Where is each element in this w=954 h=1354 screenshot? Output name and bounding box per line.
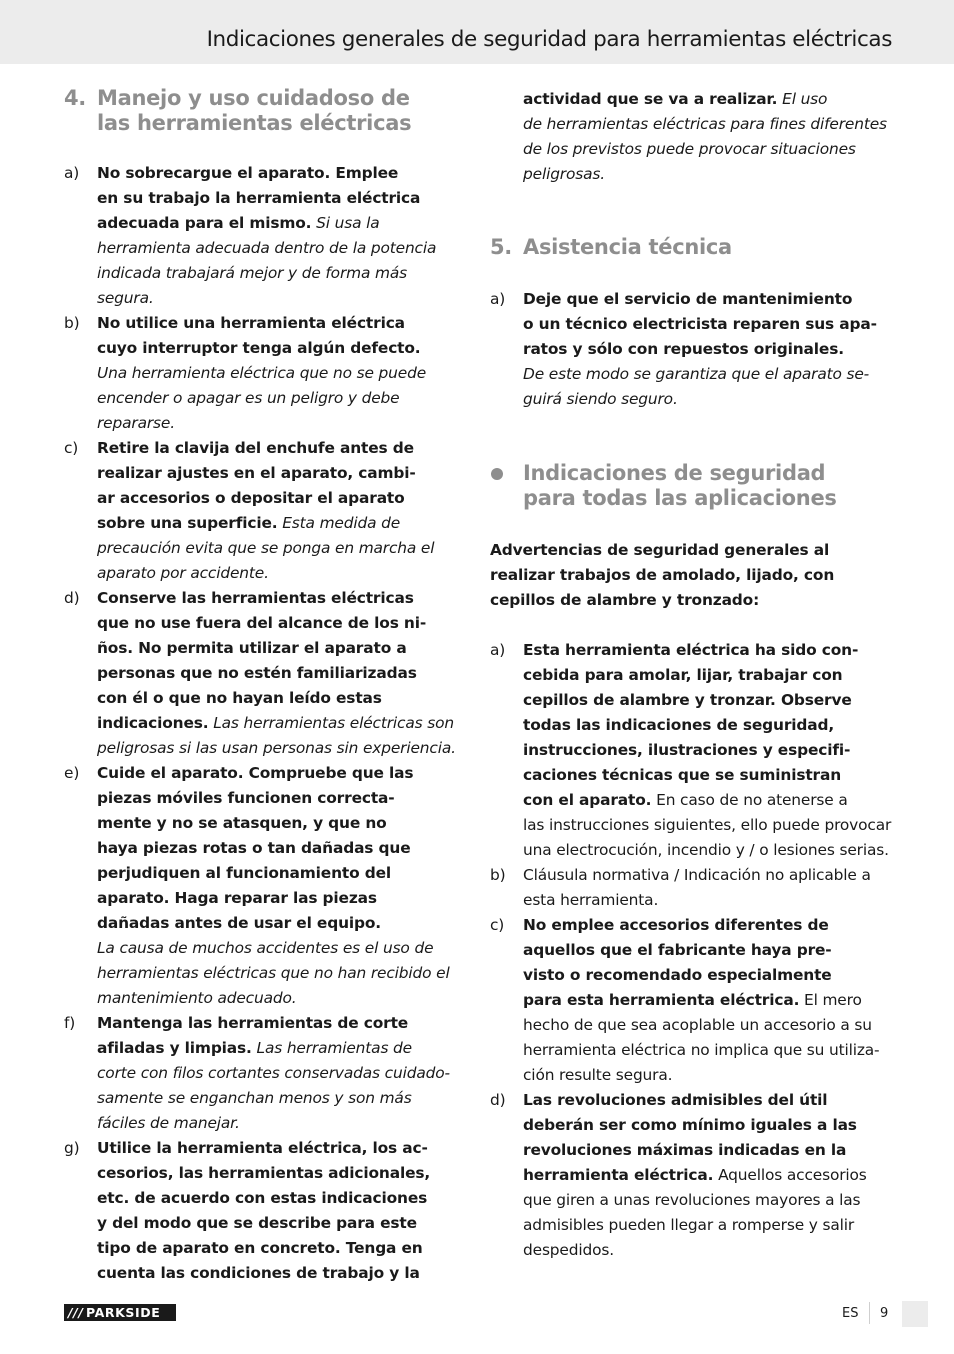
- section-5-number: 5.: [490, 235, 512, 259]
- list-item-4a: a) No sobrecargue el aparato. Emplee en su trabajo la herramienta eléctrica adecuada para el mismo. Si usa la herramienta adecuada dentro de la potencia indicada trabajará mejor y de forma más segura.: [64, 164, 437, 307]
- bullet-icon: [491, 468, 503, 480]
- list-item-4d: d) Conserve las herramientas eléctricas que no use fuera del alcance de los ni- ños. No permita utilizar el aparato a personas que no estén familiarizadas con él o que no hayan leído estas indicaciones. Las herramientas eléctricas son peligrosas si las usan personas sin experiencia.: [64, 589, 456, 757]
- section-4-title-line2: las herramientas eléctricas: [97, 111, 412, 135]
- list-item-4e: e) Cuide el aparato. Compruebe que las piezas móviles funcionen correcta- mente y no se atasquen, y que no haya piezas rotas o tan dañadas que perjudiquen al funcionamiento del aparato. Haga reparar las piezas dañadas antes de usar el equipo. La causa de muchos accidentes es el uso de herramientas eléctricas que no han recibido el mantenimiento adecuado.: [64, 764, 450, 1007]
- list-item-4f: f) Mantenga las herramientas de corte afiladas y limpias. Las herramientas de corte con filos cortantes conservadas cuidado- samente se enganchan menos y son más fáciles de manejar.: [64, 1014, 450, 1132]
- section-all-title-line2: para todas las aplicaciones: [523, 486, 837, 510]
- list-item-all-b: b) Cláusula normativa / Indicación no aplicable a esta herramienta.: [490, 866, 871, 909]
- section-all-title-line1: Indicaciones de seguridad: [523, 461, 826, 485]
- footer-tab-marker: [902, 1301, 928, 1327]
- list-item-4b: b) No utilice una herramienta eléctrica cuyo interruptor tenga algún defecto. Una herramienta eléctrica que no se puede encender o apagar es un peligro y debe repararse.: [64, 314, 427, 432]
- footer-divider: [869, 1302, 870, 1324]
- parkside-logo: [64, 1304, 176, 1321]
- page-number: 9: [880, 1306, 889, 1321]
- list-item-all-c: c) No emplee accesorios diferentes de aquellos que el fabricante haya pre- visto o recomendado especialmente para esta herramienta eléctrica. El mero hecho de que sea acoplable un accesorio a su herramienta eléctrica no implica que su utiliza- ción resulte segura.: [490, 916, 880, 1084]
- list-item-all-d: d) Las revoluciones admisibles del útil deberán ser como mínimo iguales a las revoluciones máximas indicadas en la herramienta eléctrica. Aquellos accesorios que giren a unas revoluciones mayores a las admisibles pueden llegar a romperse y salir despedidos.: [490, 1091, 867, 1259]
- section-4-continuation: actividad que se va a realizar. El uso de herramientas eléctricas para fines diferentes de los previstos puede provocar situaciones peligrosas.: [523, 90, 887, 183]
- section-5-heading: [490, 235, 925, 260]
- section-4-title-line1: Manejo y uso cuidadoso de: [97, 86, 410, 110]
- logo-brand-text: PARKSIDE: [86, 1305, 161, 1320]
- section-5-list: [490, 287, 892, 412]
- header-bar: [0, 0, 954, 64]
- section-all-heading: [490, 461, 925, 511]
- section-4-heading: [64, 86, 497, 136]
- list-item-5a: a) Deje que el servicio de mantenimiento o un técnico electricista reparen sus apa- ratos y sólo con repuestos originales. De este modo se garantiza que el aparato se- guirá siendo seguro.: [490, 290, 877, 408]
- section-all-intro: Advertencias de seguridad generales al realizar trabajos de amolado, lijado, con cepillos de alambre y tronzado:: [490, 541, 835, 609]
- list-item-all-a: a) Esta herramienta eléctrica ha sido con- cebida para amolar, lijar, trabajar con cepillos de alambre y tronzar. Observe todas las indicaciones de seguridad, instrucciones, ilustraciones y especifi- caciones técnicas que se suministran con el aparato. En caso de no atenerse a las instrucciones siguientes, ello puede provocar una electrocución, incendio y / o lesiones serias.: [490, 641, 892, 859]
- section-4-number: 4.: [64, 86, 86, 110]
- language-code: ES: [842, 1306, 859, 1321]
- section-all-list: [490, 638, 892, 1263]
- logo-stripes-icon: ///: [68, 1305, 84, 1320]
- list-item-4g: g) Utilice la herramienta eléctrica, los ac- cesorios, las herramientas adicionales, etc. de acuerdo con estas indicaciones y del modo que se describe para este tipo de aparato en concreto. Tenga en cuenta las condiciones de trabajo y la: [64, 1139, 431, 1282]
- section-4-list: [64, 161, 464, 1286]
- page-title: Indicaciones generales de seguridad para herramientas eléctricas: [206, 27, 892, 52]
- list-item-4c: c) Retire la clavija del enchufe antes de realizar ajustes en el aparato, cambi- ar accesorios o depositar el aparato sobre una superficie. Esta medida de precaución evita que se ponga en marcha el aparato por accidente.: [64, 439, 435, 582]
- section-5-title: Asistencia técnica: [523, 235, 732, 259]
